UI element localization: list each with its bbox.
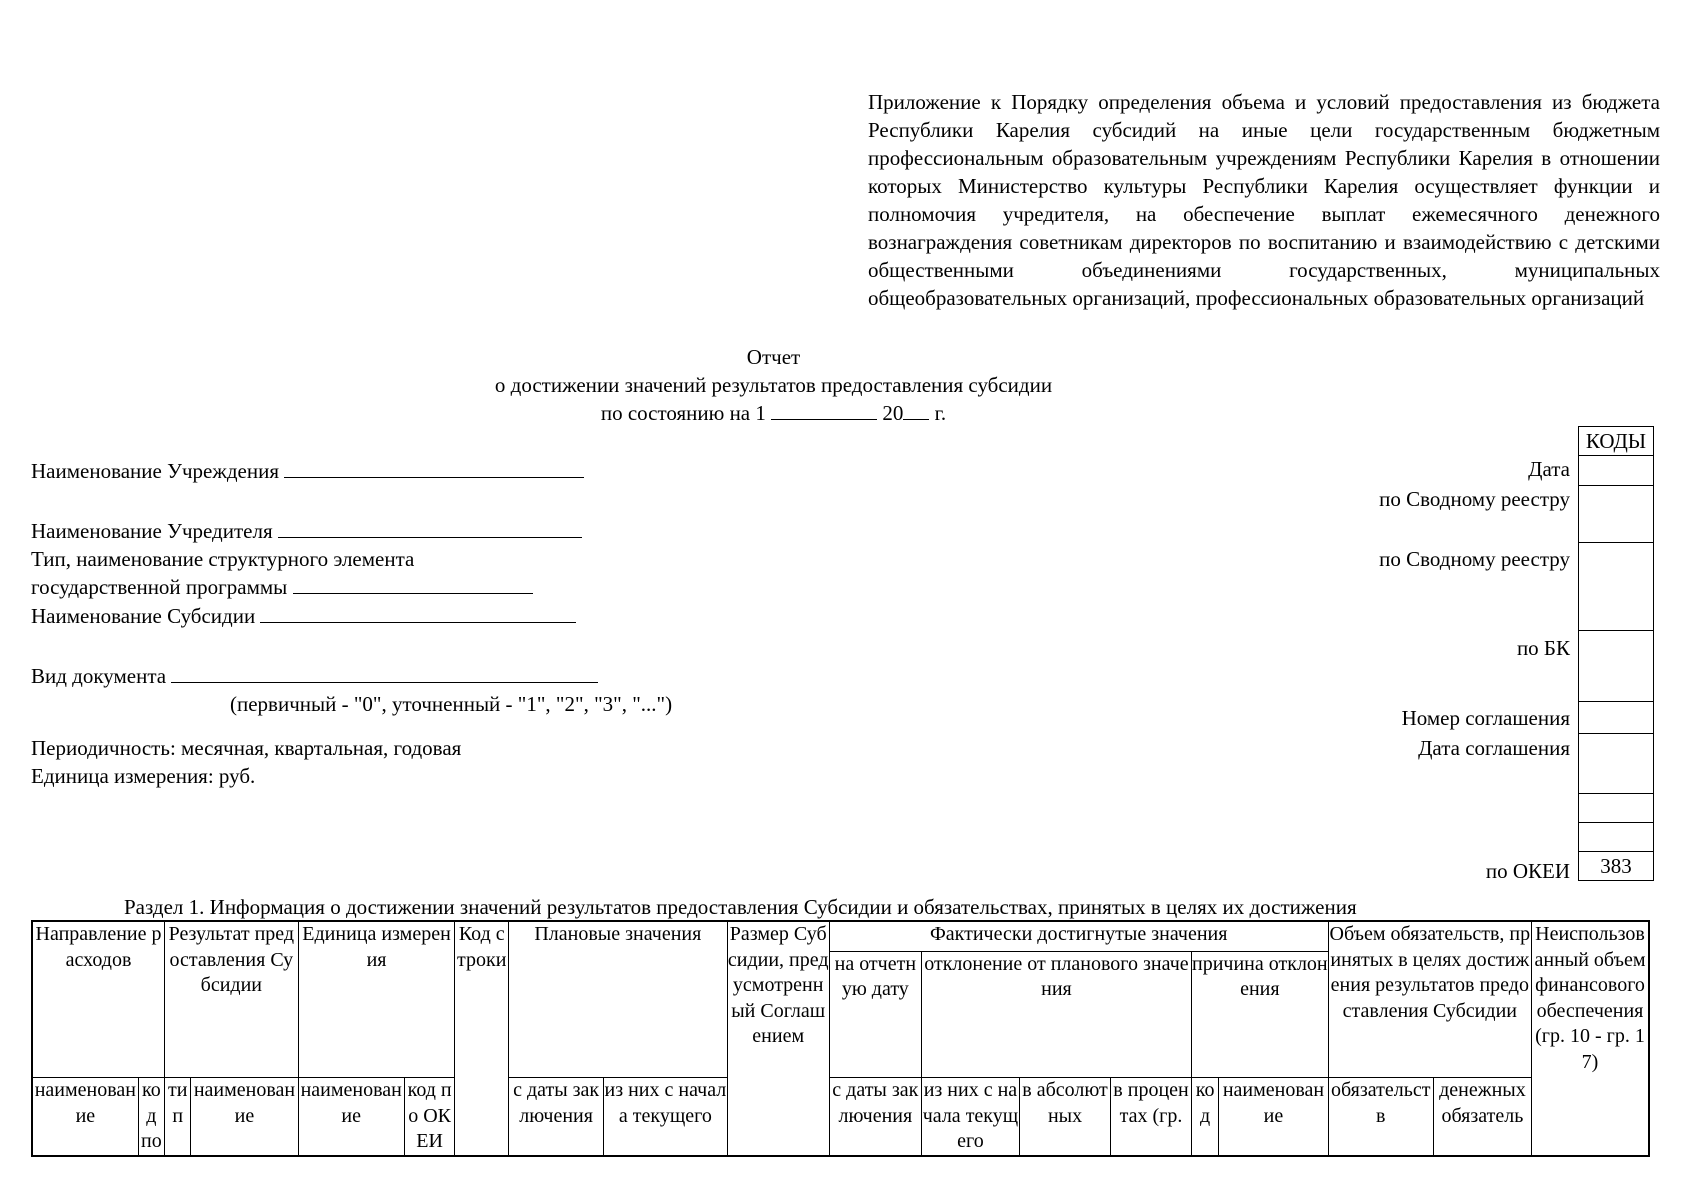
th-deviation-absolute: в абсолютных bbox=[1020, 1078, 1111, 1156]
th-result-type: тип bbox=[165, 1078, 191, 1156]
th-on-date: на отчетную дату bbox=[829, 951, 921, 1077]
th-direction-name: наименование bbox=[32, 1078, 138, 1156]
founder-field[interactable] bbox=[278, 519, 582, 538]
th-reason-name: наименование bbox=[1219, 1078, 1328, 1156]
doc-type-hint: (первичный - "0", уточненный - "1", "2", "3", "...") bbox=[230, 692, 673, 716]
th-plan-ytd: из них с начала текущего bbox=[604, 1078, 727, 1156]
th-unit-name: наименование bbox=[298, 1078, 404, 1156]
th-deviation: отклонение от планового значения bbox=[921, 951, 1191, 1077]
title-line-1: Отчет bbox=[746, 345, 801, 369]
th-plan-from-date: с даты заключения bbox=[509, 1078, 604, 1156]
th-obligations-count: обязательств bbox=[1328, 1078, 1433, 1156]
founder-row bbox=[31, 519, 582, 544]
title-line-2: о достижении значений результатов предоставления субсидии bbox=[494, 373, 1053, 397]
code-cell-okei: 383 bbox=[1579, 852, 1654, 881]
doc-type-label: Вид документа bbox=[31, 664, 167, 688]
th-unit-code: код по ОКЕИ bbox=[404, 1078, 455, 1156]
th-plan: Плановые значения bbox=[509, 921, 728, 1078]
code-label-bk: по БК bbox=[1516, 636, 1570, 660]
institution-field[interactable] bbox=[284, 459, 584, 478]
title-year: 20 bbox=[882, 401, 904, 425]
th-result: Результат предоставления Субсидии bbox=[165, 921, 299, 1078]
th-row-code: Код строки bbox=[455, 921, 509, 1156]
th-obligations: Объем обязательств, принятых в целях достижения результатов предоставления Субсидии bbox=[1328, 921, 1531, 1078]
report-table bbox=[31, 920, 1650, 1157]
subsidy-label: Наименование Субсидии bbox=[31, 604, 256, 628]
code-label-okei: по ОКЕИ bbox=[1485, 859, 1570, 883]
code-cell-bk[interactable] bbox=[1579, 631, 1654, 702]
title-date-prefix: по состоянию на 1 bbox=[600, 401, 766, 425]
program-label-line1: Тип, наименование структурного элемента bbox=[31, 547, 415, 571]
code-label-registry-2: по Сводному реестру bbox=[1379, 547, 1570, 571]
th-deviation-ytd: из них с начала текущего bbox=[921, 1078, 1019, 1156]
institution-row bbox=[31, 459, 584, 484]
periodicity-label: Периодичность: месячная, квартальная, годовая bbox=[31, 736, 462, 760]
program-label-line2: государственной программы bbox=[31, 575, 288, 599]
th-subsidy-size: Размер Субсидии, предусмотренный Соглашением bbox=[727, 921, 829, 1156]
code-cell-registry-2[interactable] bbox=[1579, 543, 1654, 631]
institution-label: Наименование Учреждения bbox=[31, 459, 279, 483]
appendix-text: Приложение к Порядку определения объема и условий предоставления из бюджета Республики Карелия субсидий на иные цели государственным бюджетным профессиональным образовательным учреждениям Республики Карелия в отношении которых Министерство культуры Республики Карелия осуществляет функции и полномочия учредителя, на обеспечение выплат ежемесячного денежного вознаграждения советникам директоров по воспитанию и взаимодействию с детскими общественными объединениями государственных, муниципальных общеобразовательных организаций, профессиональных образовательных организаций bbox=[868, 90, 1660, 310]
th-actual: Фактически достигнутые значения bbox=[829, 921, 1328, 951]
section-title: Раздел 1. Информация о достижении значений результатов предоставления Субсидии и обязательствах, принятых в целях их достижения bbox=[124, 895, 1357, 919]
th-reason: причина отклонения bbox=[1191, 951, 1328, 1077]
code-cell-registry-1[interactable] bbox=[1579, 486, 1654, 543]
code-cell-extra-2[interactable] bbox=[1579, 823, 1654, 852]
program-row bbox=[31, 575, 533, 600]
th-direction-code: код по bbox=[138, 1078, 164, 1156]
th-reason-code: код bbox=[1191, 1078, 1218, 1156]
date-year-blank[interactable] bbox=[903, 401, 929, 420]
program-field[interactable] bbox=[293, 575, 533, 594]
codes-header: КОДЫ bbox=[1579, 427, 1654, 456]
unit-label: Единица измерения: руб. bbox=[31, 764, 256, 788]
th-deviation-percent: в процентах (гр. bbox=[1111, 1078, 1192, 1156]
founder-label: Наименование Учредителя bbox=[31, 519, 273, 543]
th-money-obligations: денежных обязатель bbox=[1433, 1078, 1531, 1156]
subsidy-field[interactable] bbox=[260, 604, 576, 623]
date-month-blank[interactable] bbox=[771, 401, 877, 420]
title-date-suffix: г. bbox=[934, 401, 947, 425]
report-title bbox=[0, 343, 1697, 427]
code-cell-extra-1[interactable] bbox=[1579, 794, 1654, 823]
doc-type-row bbox=[31, 664, 598, 689]
th-direction: Направление расходов bbox=[32, 921, 165, 1078]
code-label-date: Дата bbox=[1528, 457, 1570, 481]
code-cell-agreement-number[interactable] bbox=[1579, 702, 1654, 734]
code-label-agreement-date: Дата соглашения bbox=[1418, 736, 1570, 760]
title-line-3 bbox=[0, 399, 1697, 427]
th-result-name: наименование bbox=[191, 1078, 298, 1156]
doc-type-field[interactable] bbox=[171, 664, 598, 683]
codes-box bbox=[1578, 426, 1654, 881]
th-unit: Единица измерения bbox=[298, 921, 455, 1078]
code-label-registry-1: по Сводному реестру bbox=[1379, 487, 1570, 511]
th-unused: Неиспользованный объем финансового обеспечения (гр. 10 - гр. 17) bbox=[1532, 921, 1650, 1156]
th-actual-from-date: с даты заключения bbox=[829, 1078, 921, 1156]
code-cell-agreement-date[interactable] bbox=[1579, 734, 1654, 794]
code-cell-date[interactable] bbox=[1579, 456, 1654, 486]
subsidy-row bbox=[31, 604, 576, 629]
code-label-agreement-number: Номер соглашения bbox=[1401, 706, 1570, 730]
